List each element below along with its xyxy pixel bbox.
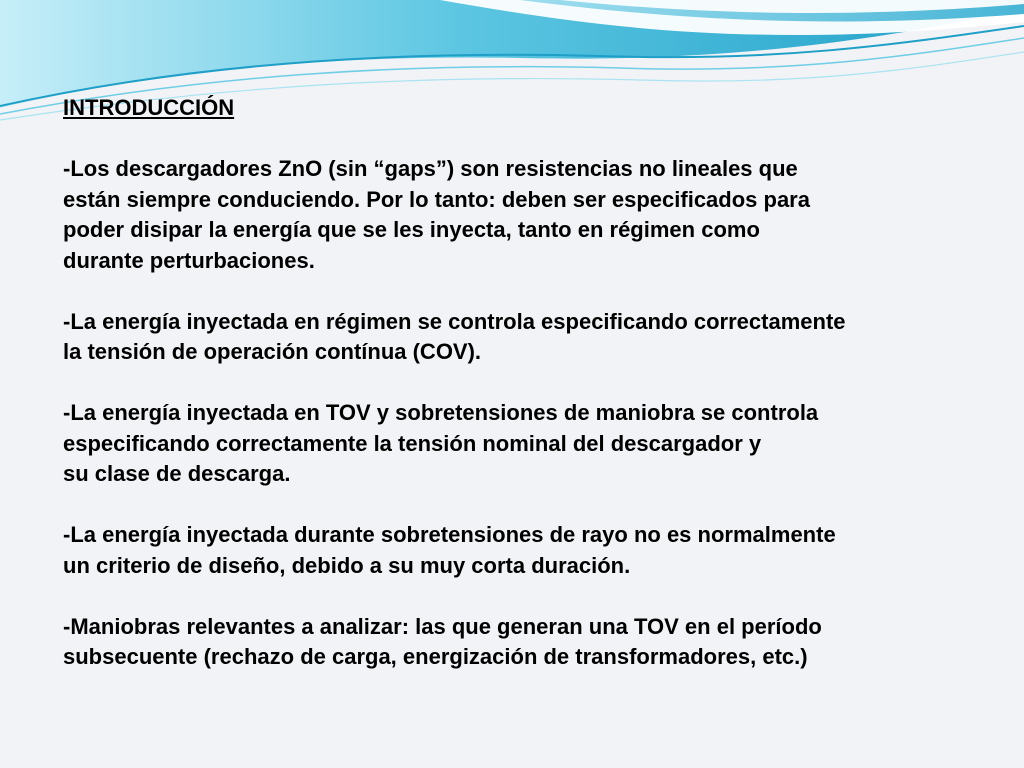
text-line: -La energía inyectada en TOV y sobretensiones de maniobra se controla: [63, 400, 819, 425]
text-line: la tensión de operación contínua (COV).: [63, 339, 482, 364]
paragraph-maneuvers: [63, 612, 993, 673]
text-line: están siempre conduciendo. Por lo tanto: deben ser especificados para: [63, 186, 810, 212]
text-line: -La energía inyectada en régimen se controla especificando correctamente: [63, 308, 846, 334]
text-line: -Los descargadores ZnO (sin “gaps”) son resistencias no lineales que: [63, 156, 798, 181]
text-line: poder disipar la energía que se les inyecta, tanto en régimen como: [63, 217, 760, 242]
text-line: un criterio de diseño, debido a su muy corta duración.: [63, 552, 631, 578]
slide-heading: INTRODUCCIÓN: [63, 95, 235, 120]
paragraph-tov: [63, 398, 993, 490]
paragraph-zno-arresters: [63, 154, 993, 276]
paragraph-lightning: [63, 520, 993, 581]
paragraph-cov: [63, 307, 993, 368]
text-line: subsecuente (rechazo de carga, energización de transformadores, etc.): [63, 644, 808, 669]
text-line: durante perturbaciones.: [63, 247, 315, 273]
text-line: -La energía inyectada durante sobretensiones de rayo no es normalmente: [63, 522, 836, 547]
text-line: -Maniobras relevantes a analizar: las que generan una TOV en el período: [63, 613, 822, 639]
slide-body: [63, 93, 993, 673]
text-line: su clase de descarga.: [63, 461, 291, 486]
text-line: especificando correctamente la tensión nominal del descargador y: [63, 430, 762, 456]
